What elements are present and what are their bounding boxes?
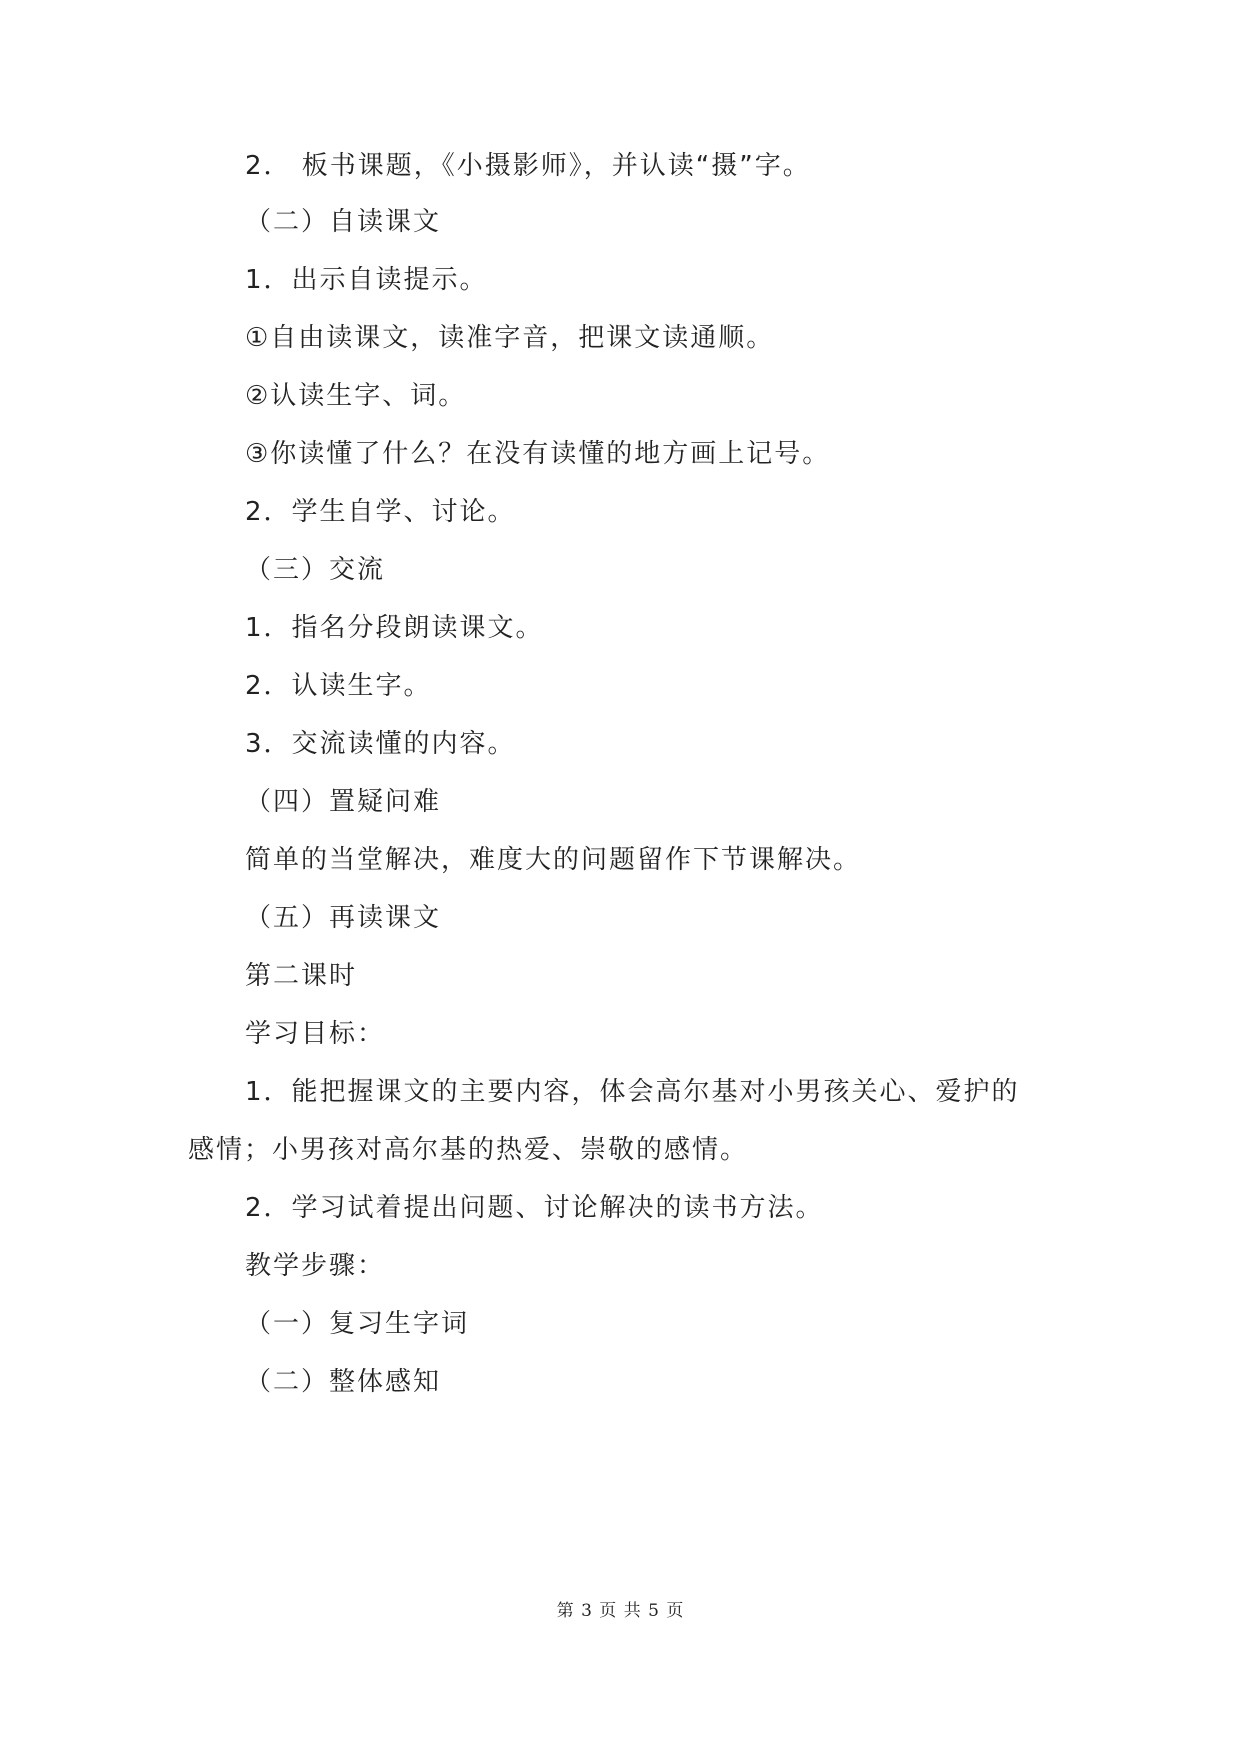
text-line: 简单的当堂解决，难度大的问题留作下节课解决。 [245, 845, 862, 875]
text-line: 1．出示自读提示。 [245, 265, 488, 295]
text-line: 1．指名分段朗读课文。 [245, 613, 544, 643]
page-number-footer: 第 3 页 共 5 页 [556, 1601, 685, 1621]
section-label: 教学步骤： [245, 1251, 386, 1281]
lesson-heading: 第二课时 [245, 961, 358, 991]
text-line: 2．学习试着提出问题、讨论解决的读书方法。 [245, 1193, 824, 1223]
text-line: 2． 板书课题，《小摄影师》，并认读“摄”字。 [245, 151, 811, 181]
text-line: ①自由读课文，读准字音，把课文读通顺。 [245, 323, 775, 353]
text-line: 3．交流读懂的内容。 [245, 729, 516, 759]
section-heading: （四）置疑问难 [245, 787, 442, 817]
section-label: 学习目标： [245, 1019, 386, 1049]
section-heading: （一）复习生字词 [245, 1309, 470, 1339]
section-heading: （二）整体感知 [245, 1367, 442, 1397]
text-line: ②认读生字、词。 [245, 381, 467, 411]
section-heading: （三）交流 [245, 555, 386, 585]
section-heading: （五）再读课文 [245, 903, 442, 933]
text-line: 感情；小男孩对高尔基的热爱、崇敬的感情。 [188, 1135, 749, 1165]
text-line: 2．认读生字。 [245, 671, 432, 701]
text-line: 1．能把握课文的主要内容，体会高尔基对小男孩关心、爱护的 [245, 1077, 1020, 1107]
text-line: ③你读懂了什么？在没有读懂的地方画上记号。 [245, 439, 831, 469]
section-heading: （二）自读课文 [245, 207, 442, 237]
text-line: 2．学生自学、讨论。 [245, 497, 516, 527]
